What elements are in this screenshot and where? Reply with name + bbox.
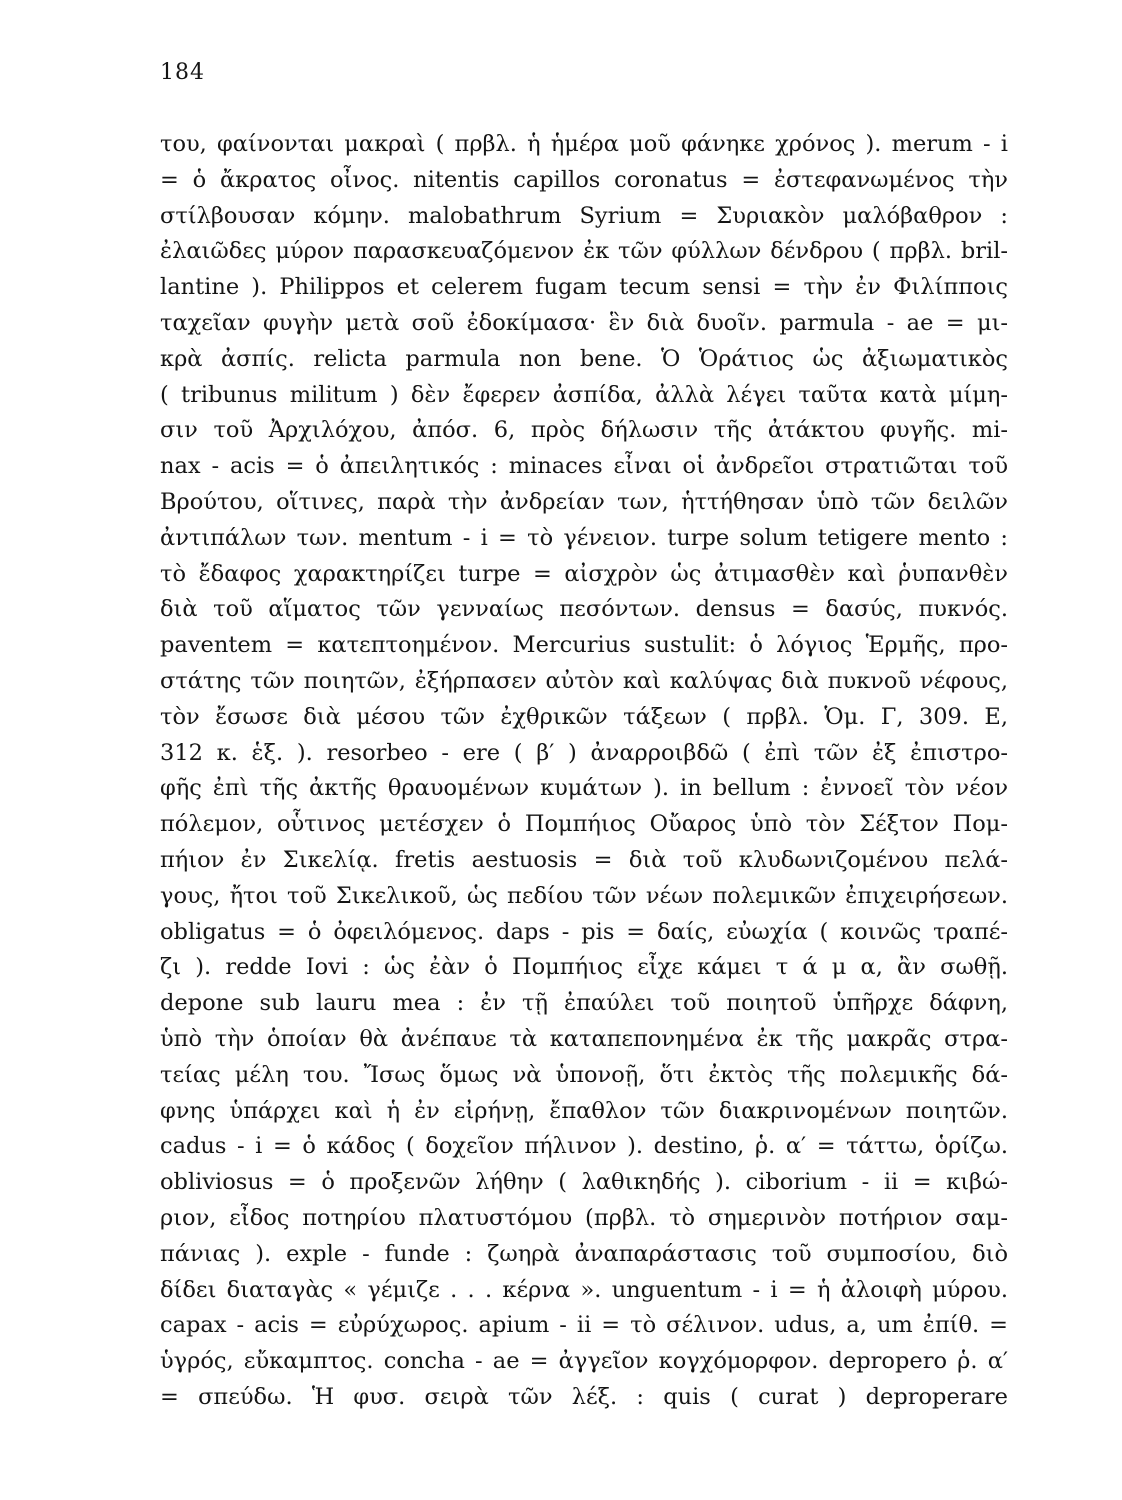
- text-line: Βρούτου, οἵτινες, παρὰ τὴν ἀνδρείαν των, ἡττήθησαν ὑπὸ τῶν δειλῶν: [160, 488, 1008, 515]
- text-line: πόλεμον, οὗτινος μετέσχεν ὁ Πομπήιος Οὔαρος ὑπὸ τὸν Σέξτον Πομ-: [160, 811, 1008, 838]
- text-line: ( tribunus militum ) δὲν ἔφερεν ἀσπίδα, ἀλλὰ λέγει ταῦτα κατὰ μίμη-: [160, 381, 1008, 408]
- text-line: 312 κ. ἑξ. ). resorbeo - ere ( β′ ) ἀναρροιβδῶ ( ἐπὶ τῶν ἐξ ἐπιστρο-: [160, 739, 1008, 766]
- text-line: διὰ τοῦ αἵματος τῶν γενναίως πεσόντων. densus = δασύς, πυκνός.: [160, 596, 1008, 623]
- text-line: γους, ἤτοι τοῦ Σικελικοῦ, ὡς πεδίου τῶν νέων πολεμικῶν ἐπιχειρήσεων.: [160, 882, 1008, 909]
- text-line: capax - acis = εὐρύχωρος. apium - ii = τὸ σέλινον. udus, a, um ἐπίθ. =: [160, 1312, 1008, 1339]
- text-line: τὸν ἔσωσε διὰ μέσου τῶν ἐχθρικῶν τάξεων ( πρβλ. Ὁμ. Γ, 309. Ε,: [160, 703, 1008, 730]
- text-line: τείας μέλη του. Ἴσως ὅμως νὰ ὑπονοῇ, ὅτι ἐκτὸς τῆς πολεμικῆς δά-: [160, 1061, 1008, 1088]
- text-line: δίδει διαταγὰς « γέμιζε . . . κέρνα ». unguentum - i = ἡ ἀλοιφὴ μύρου.: [160, 1276, 1008, 1303]
- text-line: φνης ὑπάρχει καὶ ἡ ἐν εἰρήνῃ, ἔπαθλον τῶν διακρινομένων ποιητῶν.: [160, 1097, 1008, 1124]
- text-line: obliviosus = ὁ προξενῶν λήθην ( λαθικηδής ). ciborium - ii = κιβώ-: [160, 1169, 1008, 1196]
- page-number: 184: [160, 60, 205, 85]
- text-line: ὑπὸ τὴν ὁποίαν θὰ ἀνέπαυε τὰ καταπεπονημένα ἐκ τῆς μακρᾶς στρα-: [160, 1025, 1008, 1052]
- text-line: ταχεῖαν φυγὴν μετὰ σοῦ ἐδοκίμασα· ἓν διὰ δυοῖν. parmula - ae = μι-: [160, 309, 1008, 336]
- text-line: depone sub lauru mea : ἐν τῇ ἐπαύλει τοῦ ποιητοῦ ὑπῆρχε δάφνη,: [160, 990, 1008, 1017]
- text-line: nax - acis = ὁ ἀπειλητικός : minaces εἶναι οἱ ἀνδρεῖοι στρατιῶται τοῦ: [160, 453, 1008, 480]
- text-line: ἐλαιῶδες μύρον παρασκευαζόμενον ἐκ τῶν φύλλων δένδρου ( πρβλ. bril-: [160, 238, 1008, 265]
- text-line: lantine ). Philippos et celerem fugam tecum sensi = τὴν ἐν Φιλίπποις: [160, 274, 1008, 301]
- text-line: = σπεύδω. Ἡ φυσ. σειρὰ τῶν λέξ. : quis ( curat ) deproperare: [160, 1383, 1008, 1410]
- text-line: ζι ). redde Iovi : ὡς ἐὰν ὁ Πομπήιος εἶχε κάμει τ ά μ α, ἂν σωθῇ.: [160, 954, 1008, 981]
- text-line: paventem = κατεπτοημένον. Mercurius sustulit: ὁ λόγιος Ἑρμῆς, προ-: [160, 632, 1008, 659]
- text-line: ριον, εἶδος ποτηρίου πλατυστόμου (πρβλ. τὸ σημερινὸν ποτήριον σαμ-: [160, 1204, 1008, 1231]
- text-line: obligatus = ὁ ὀφειλόμενος. daps - pis = δαίς, εὐωχία ( κοινῶς τραπέ-: [160, 918, 1008, 945]
- text-line: κρὰ ἀσπίς. relicta parmula non bene. Ὁ Ὁράτιος ὡς ἀξιωματικὸς: [160, 345, 1008, 372]
- text-line: ἀντιπάλων των. mentum - i = τὸ γένειον. turpe solum tetigere mento :: [160, 524, 1008, 551]
- text-line: τὸ ἔδαφος χαρακτηρίζει turpe = αἰσχρὸν ὡς ἀτιμασθὲν καὶ ῥυπανθὲν: [160, 560, 1008, 587]
- text-line: στάτης τῶν ποιητῶν, ἐξήρπασεν αὐτὸν καὶ καλύψας διὰ πυκνοῦ νέφους,: [160, 667, 1008, 694]
- text-line: του, φαίνονται μακραὶ ( πρβλ. ἡ ἡμέρα μοῦ φάνηκε χρόνος ). merum - i: [160, 131, 1008, 157]
- text-line: πήιον ἐν Σικελίᾳ. fretis aestuosis = διὰ τοῦ κλυδωνιζομένου πελά-: [160, 846, 1008, 873]
- text-line: σιν τοῦ Ἀρχιλόχου, ἀπόσ. 6, πρὸς δήλωσιν τῆς ἀτάκτου φυγῆς. mi-: [160, 417, 1008, 444]
- text-line: cadus - i = ὁ κάδος ( δοχεῖον πήλινον ). destino, ῥ. α′ = τάττω, ὁρίζω.: [160, 1133, 1008, 1160]
- text-line: πάνιας ). exple - funde : ζωηρὰ ἀναπαράστασις τοῦ συμποσίου, διὸ: [160, 1240, 1008, 1267]
- text-line: ὑγρός, εὔκαμπτος. concha - ae = ἀγγεῖον κογχόμορφον. depropero ῥ. α′: [160, 1348, 1008, 1375]
- text-line: φῆς ἐπὶ τῆς ἀκτῆς θραυομένων κυμάτων ). in bellum : ἐννοεῖ τὸν νέον: [160, 775, 1008, 802]
- text-line: = ὁ ἄκρατος οἶνος. nitentis capillos coronatus = ἐστεφανωμένος τὴν: [160, 166, 1008, 193]
- text-line: στίλβουσαν κόμην. malobathrum Syrium = Συριακὸν μαλόβαθρον :: [160, 202, 1008, 229]
- commentary-text: [160, 127, 1008, 1416]
